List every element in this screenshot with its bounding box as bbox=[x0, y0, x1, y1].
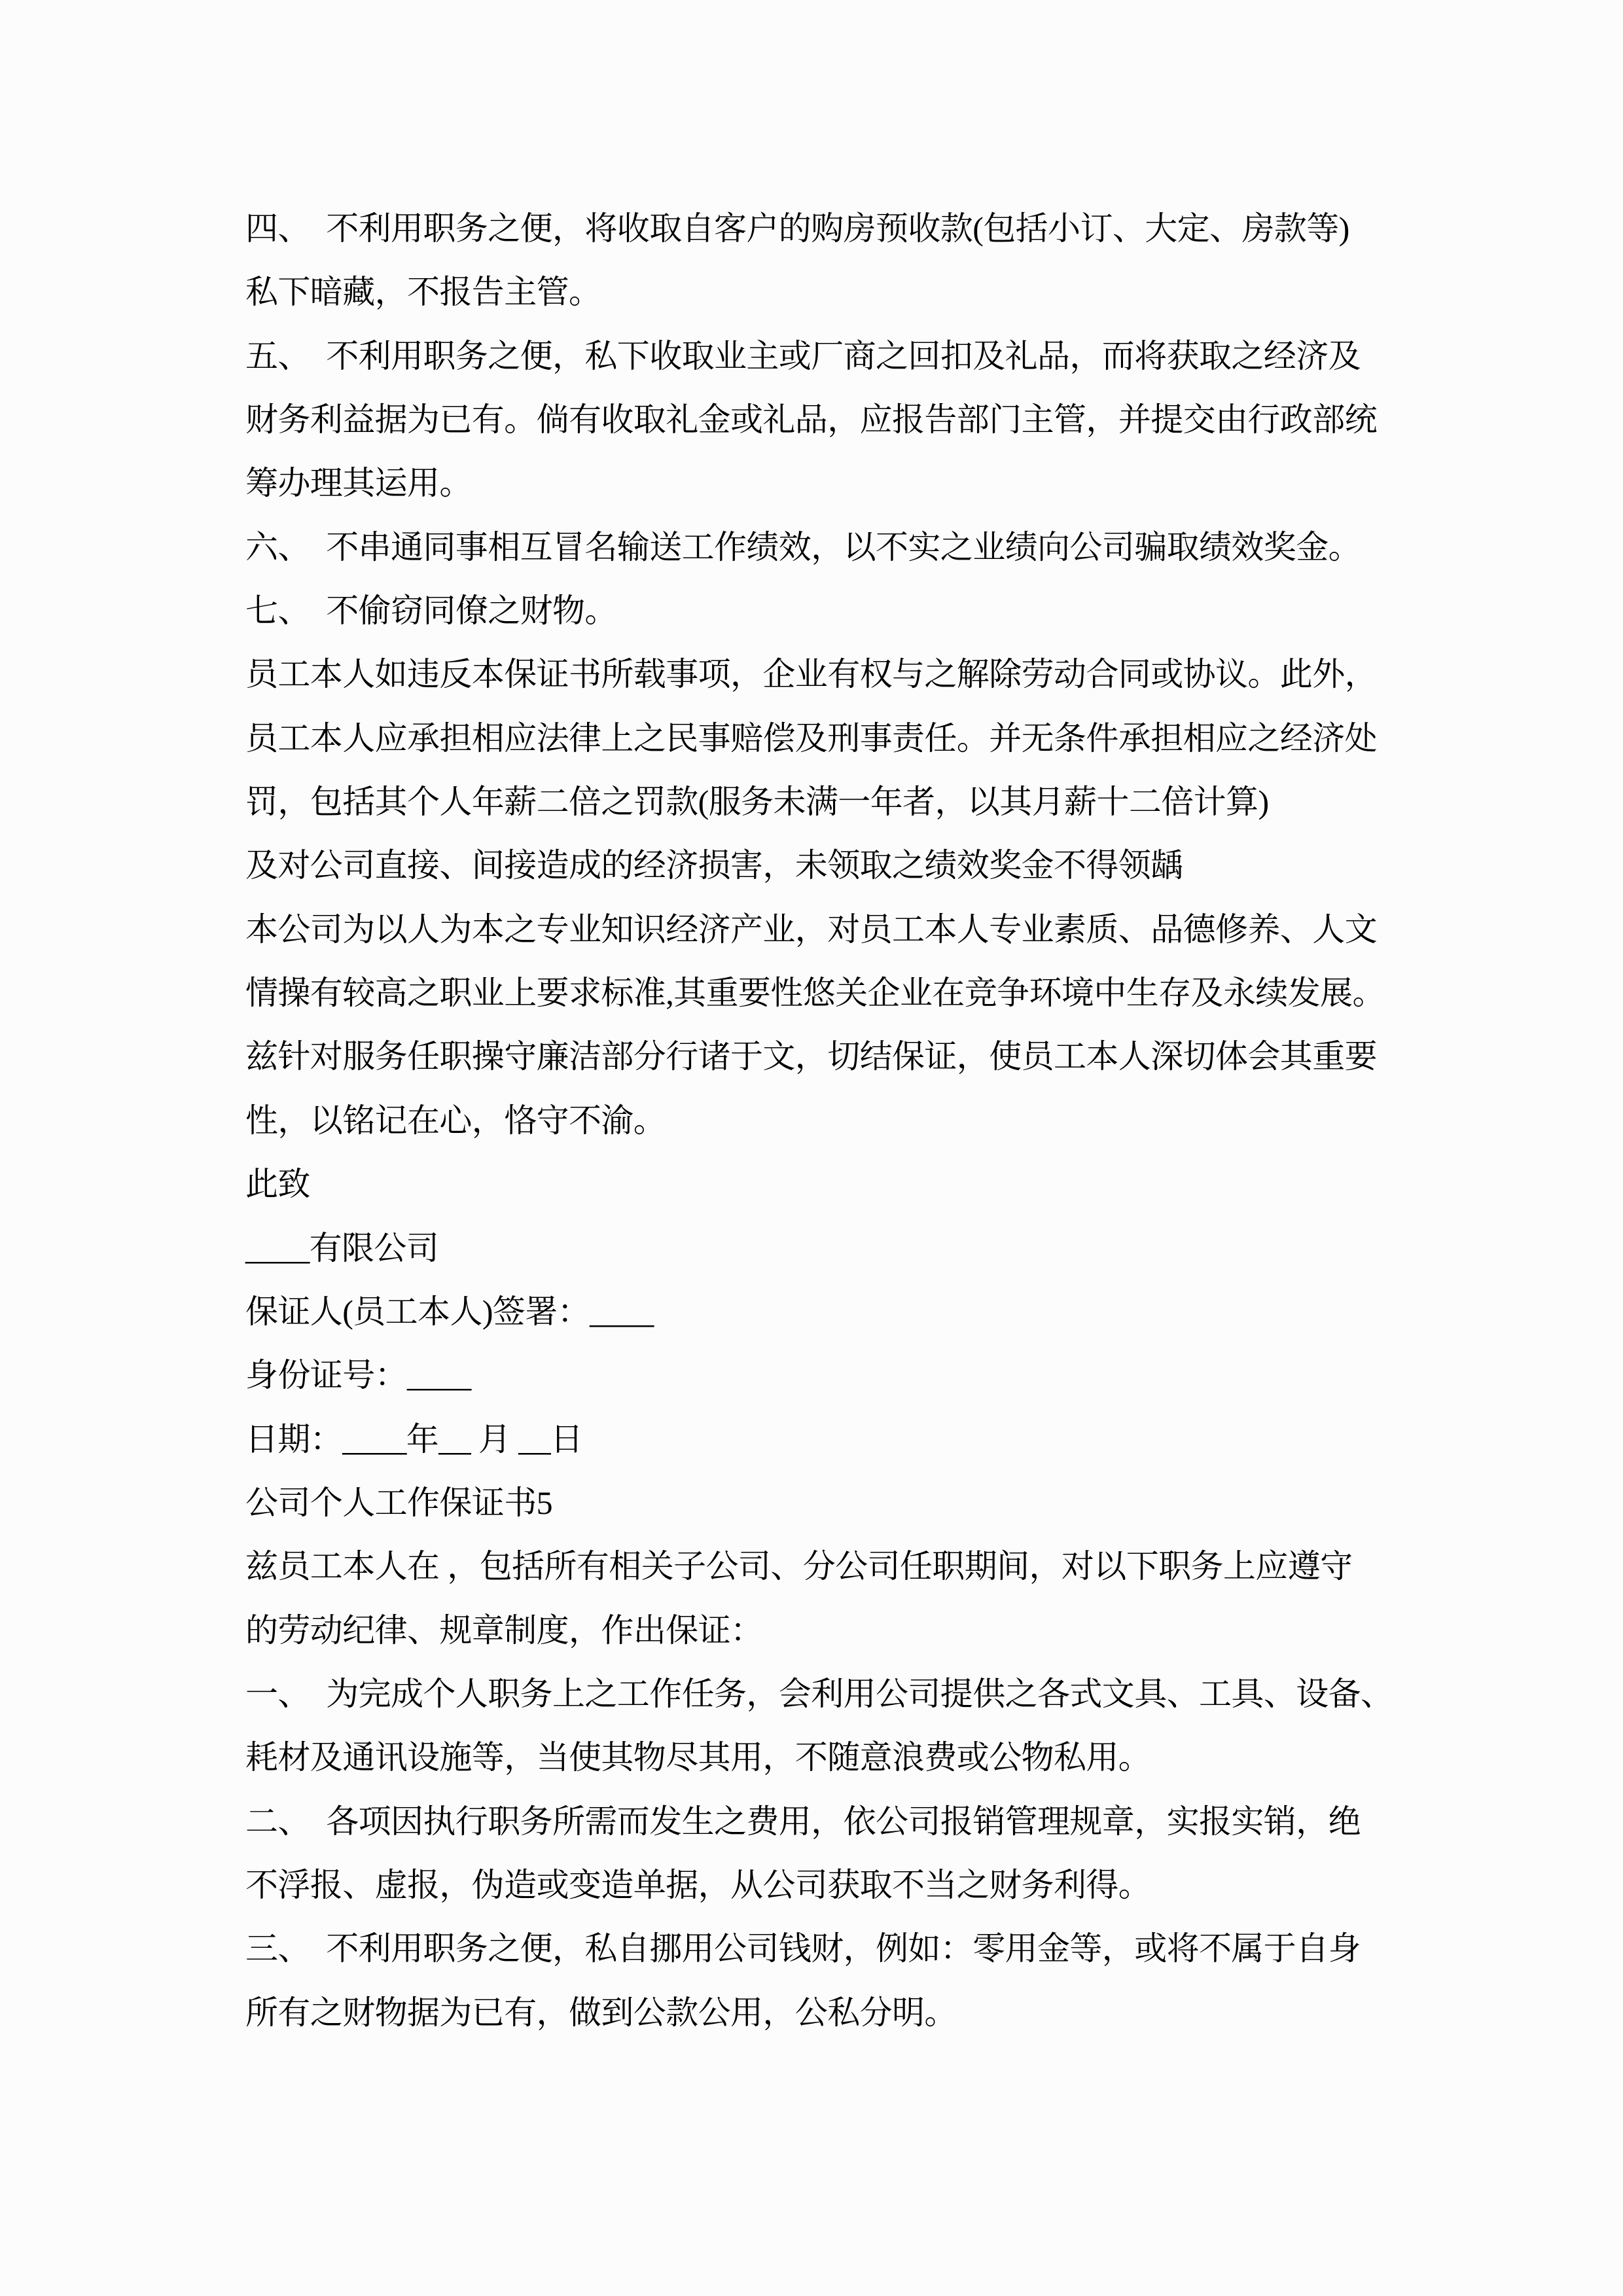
document-line: 三、 不利用职务之便，私自挪用公司钱财，例如：零用金等，或将不属于自身 bbox=[245, 1930, 1361, 1967]
document-line: 四、 不利用职务之便，将收取自客户的购房预收款(包括小订、大定、房款等) bbox=[245, 210, 1349, 247]
document-line: 情操有较高之职业上要求标准,其重要性悠关企业在竞争环境中生存及永续发展。 bbox=[245, 975, 1385, 1012]
document-line: 不浮报、虚报，伪造或变造单据，从公司获取不当之财务利得。 bbox=[245, 1866, 1151, 1903]
document-line: 本公司为以人为本之专业知识经济产业，对员工本人专业素质、品德修养、人文 bbox=[245, 910, 1377, 948]
document-line: 所有之财物据为已有，做到公款公用，公私分明。 bbox=[245, 1994, 957, 2031]
document-line: 财务利益据为已有。倘有收取礼金或礼品，应报告部门主管，并提交由行政部统 bbox=[245, 401, 1377, 439]
document-line: 此致 bbox=[245, 1166, 310, 1203]
document-line: 兹员工本人在 ，包括所有相关子公司、分公司任职期间，对以下职务上应遵守 bbox=[245, 1548, 1353, 1585]
document-line: 七、 不偷窃同僚之财物。 bbox=[245, 592, 617, 630]
document-line: 一、 为完成个人职务上之工作任务，会利用公司提供之各式文具、工具、设备、 bbox=[245, 1675, 1393, 1712]
document-line: 身份证号：____ bbox=[245, 1357, 471, 1394]
document-line: 的劳动纪律、规章制度，作出保证： bbox=[245, 1611, 763, 1649]
document-line: 员工本人应承担相应法律上之民事赔偿及刑事责任。并无条件承担相应之经济处 bbox=[245, 719, 1377, 757]
document-line: 六、 不串通同事相互冒名输送工作绩效，以不实之业绩向公司骗取绩效奖金。 bbox=[245, 528, 1361, 565]
document-line: 及对公司直接、间接造成的经济损害，未领取之绩效奖金不得领龋 bbox=[245, 847, 1183, 884]
document-line: 二、 各项因执行职务所需而发生之费用，依公司报销管理规章，实报实销，绝 bbox=[245, 1803, 1361, 1840]
document-line: 耗材及通讯设施等，当使其物尽其用，不随意浪费或公物私用。 bbox=[245, 1739, 1151, 1776]
document-line: ____有限公司 bbox=[245, 1229, 439, 1266]
document-line: 公司个人工作保证书5 bbox=[245, 1484, 552, 1521]
document-line: 私下暗藏，不报告主管。 bbox=[245, 274, 601, 311]
document-line: 日期：____年__ 月 __日 bbox=[245, 1420, 583, 1458]
document-line: 筹办理其运用。 bbox=[245, 465, 472, 502]
document-line: 兹针对服务任职操守廉洁部分行诸于文，切结保证，使员工本人深切体会其重要 bbox=[245, 1038, 1377, 1075]
document-line: 保证人(员工本人)签署：____ bbox=[245, 1293, 654, 1330]
document-line: 员工本人如违反本保证书所载事项，企业有权与之解除劳动合同或协议。此外， bbox=[245, 656, 1377, 693]
document-line: 性，以铭记在心，恪守不渝。 bbox=[245, 1102, 666, 1139]
document-line: 罚，包括其个人年薪二倍之罚款(服务未满一年者，以其月薪十二倍计算) bbox=[245, 783, 1269, 821]
document-line: 五、 不利用职务之便，私下收取业主或厂商之回扣及礼品，而将获取之经济及 bbox=[245, 337, 1361, 374]
document-body bbox=[245, 197, 1393, 2045]
